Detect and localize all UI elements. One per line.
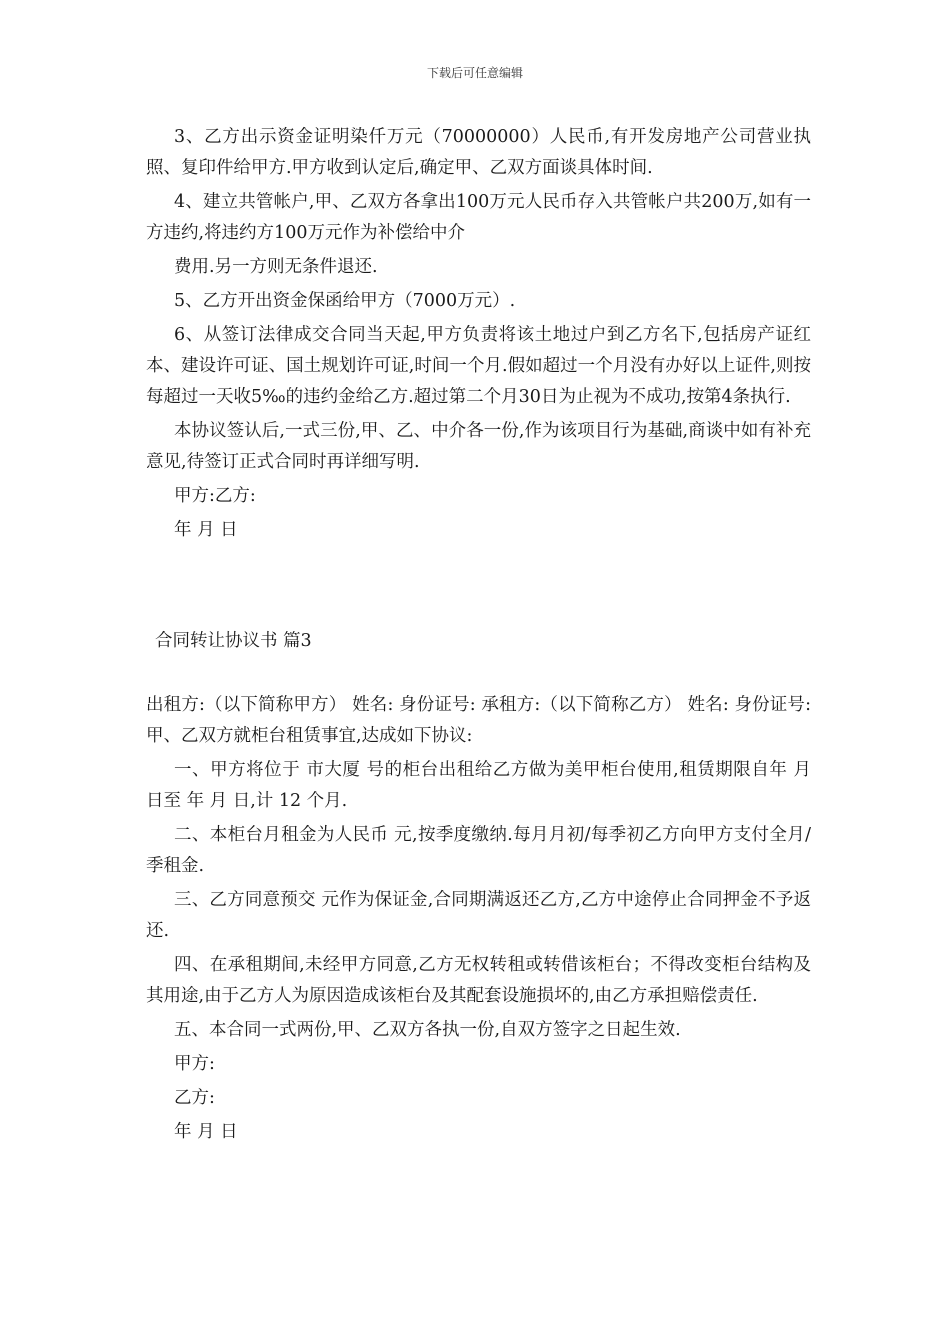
clause-4: 4、建立共管帐户,甲、乙双方各拿出100万元人民币存入共管帐户共200万,如有一方违约,将违约方100万元作为补偿给中介 (146, 192, 811, 243)
signature-date: 年 月 日 (174, 520, 238, 540)
signature-date-lower: 年 月 日 (174, 1122, 238, 1142)
clause-4-continued: 费用.另一方则无条件退还. (174, 257, 378, 277)
contract-body-upper (146, 122, 811, 549)
clause-5: 5、乙方开出资金保函给甲方（7000万元）. (174, 291, 516, 311)
clause-6: 6、从签订法律成交合同当天起,甲方负责将该土地过户到乙方名下,包括房产证红本、建设许可证、国土规划许可证,时间一个月.假如超过一个月没有办好以上证件,则按每超过一天收5‰的违约金给乙方.超过第二个月30日为止视为不成功,按第4条执行. (146, 325, 811, 407)
contract-body-lower (146, 690, 811, 1151)
signature-party-b: 乙方: (174, 1088, 215, 1108)
clause-two: 二、本柜台月租金为人民币 元,按季度缴纳.每月月初/每季初乙方向甲方支付全月/季租金. (146, 825, 811, 876)
agreement-note: 本协议签认后,一式三份,甲、乙、中介各一份,作为该项目行为基础,商谈中如有补充意见,待签订正式合同时再详细写明. (146, 421, 811, 472)
clause-three: 三、乙方同意预交 元作为保证金,合同期满返还乙方,乙方中途停止合同押金不予返还. (146, 890, 811, 941)
signature-party-a: 甲方: (174, 1054, 215, 1074)
clause-one: 一、甲方将位于 市大厦 号的柜台出租给乙方做为美甲柜台使用,租赁期限自年 月 日至 年 月 日,计 12 个月. (146, 760, 811, 811)
clause-four: 四、在承租期间,未经甲方同意,乙方无权转租或转借该柜台；不得改变柜台结构及其用途,由于乙方人为原因造成该柜台及其配套设施损坏的,由乙方承担赔偿责任. (146, 955, 811, 1006)
signature-parties: 甲方:乙方: (174, 486, 256, 506)
clause-3: 3、乙方出示资金证明染仟万元（70000000）人民币,有开发房地产公司营业执照、复印件给甲方.甲方收到认定后,确定甲、乙双方面谈具体时间. (146, 127, 811, 178)
section-title: 合同转让协议书 篇3 (155, 631, 312, 651)
parties-intro: 出租方:（以下简称甲方） 姓名: 身份证号: 承租方:（以下简称乙方） 姓名: 身份证号:甲、乙双方就柜台租赁事宜,达成如下协议: (146, 695, 811, 746)
page-header: 下载后可任意编辑 (426, 66, 523, 80)
clause-five: 五、本合同一式两份,甲、乙双方各执一份,自双方签字之日起生效. (174, 1020, 681, 1040)
